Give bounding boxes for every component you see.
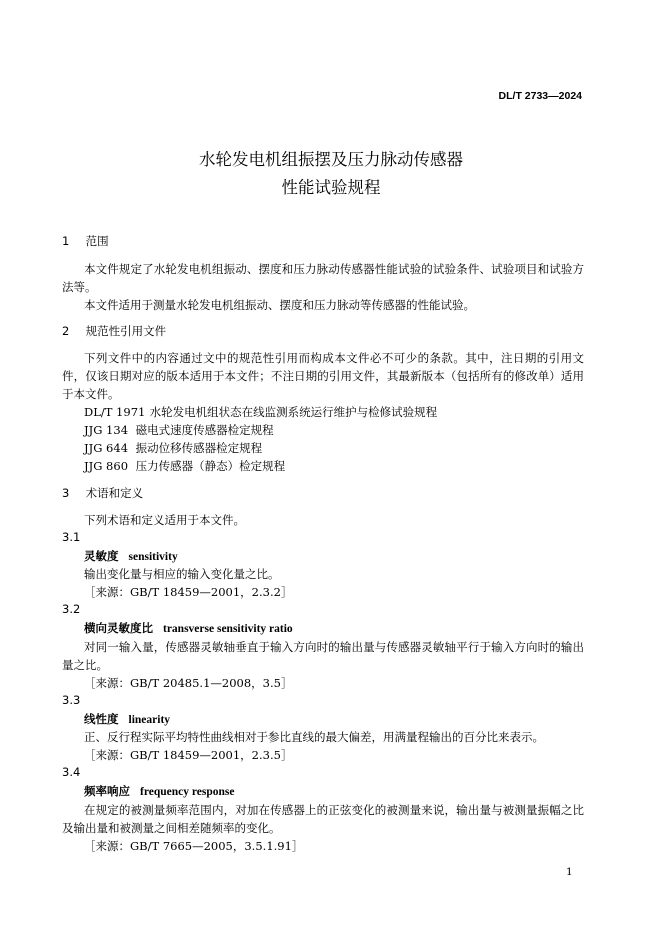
term-english: sensitivity — [128, 551, 178, 563]
term-english: transverse sensitivity ratio — [163, 623, 293, 635]
term-english: frequency response — [140, 786, 235, 798]
term-chinese: 频率响应 — [84, 784, 130, 798]
reference-item — [84, 440, 262, 456]
section-title: 规范性引用文件 — [85, 324, 167, 338]
term-number: 3.2 — [62, 602, 81, 616]
term-source: ［来源：GB/T 18459—2001，2.3.5］ — [84, 748, 293, 762]
term-heading — [84, 711, 170, 727]
reference-code: JJG 644 — [84, 441, 129, 455]
section-title: 范围 — [85, 234, 109, 248]
reference-title: 压力传感器（静态）检定规程 — [135, 459, 286, 473]
term-number: 3.3 — [62, 693, 81, 707]
term-number: 3.4 — [62, 765, 81, 779]
term-source: ［来源：GB/T 7665—2005，3.5.1.91］ — [84, 839, 304, 853]
reference-code: JJG 860 — [84, 459, 129, 473]
document-title-line2: 性能试验规程 — [281, 178, 381, 197]
reference-item — [84, 458, 285, 474]
section-number: 3 — [62, 486, 70, 500]
term-definition: 输出变化量与相应的输入变化量之比。 — [84, 567, 280, 581]
section-number: 2 — [62, 324, 70, 338]
term-chinese: 灵敏度 — [84, 549, 119, 563]
reference-item — [84, 404, 437, 420]
section-2-paragraph-1: 下列文件中的内容通过文中的规范性引用而构成本文件必不可少的条款。其中，注日期的引用文件，仅该日期对应的版本适用于本文件；不注日期的引用文件，其最新版本（包括所有的修改单）适用于本文件。 — [62, 351, 584, 401]
standard-code: DL/T 2733—2024 — [498, 90, 582, 102]
section-1-paragraph-2: 本文件适用于测量水轮发电机组振动、摆度和压力脉动等传感器的性能试验。 — [84, 298, 475, 312]
term-heading — [84, 548, 178, 564]
reference-code: DL/T 1971 — [84, 405, 146, 419]
reference-title: 水轮发电机组状态在线监测系统运行维护与检修试验规程 — [149, 405, 438, 419]
term-number: 3.1 — [62, 530, 81, 544]
term-chinese: 线性度 — [84, 712, 119, 726]
section-title: 术语和定义 — [85, 486, 144, 500]
term-chinese: 横向灵敏度比 — [84, 621, 153, 635]
term-heading — [84, 783, 234, 799]
term-source: ［来源：GB/T 18459—2001，2.3.2］ — [84, 585, 293, 599]
term-definition: 在规定的被测量频率范围内，对加在传感器上的正弦变化的被测量来说，输出量与被测量振幅之比及输出量和被测量之间相差随频率的变化。 — [62, 803, 584, 835]
section-1-paragraph-1: 本文件规定了水轮发电机组振动、摆度和压力脉动传感器性能试验的试验条件、试验项目和试验方法等。 — [62, 262, 584, 294]
section-3-heading — [62, 485, 143, 501]
section-3-intro: 下列术语和定义适用于本文件。 — [84, 513, 245, 527]
term-english: linearity — [128, 714, 171, 726]
section-1-heading — [62, 233, 109, 249]
reference-title: 磁电式速度传感器检定规程 — [135, 423, 274, 437]
term-definition: 对同一输入量，传感器灵敏轴垂直于输入方向时的输出量与传感器灵敏轴平行于输入方向时的输出量之比。 — [62, 640, 584, 672]
reference-title: 振动位移传感器检定规程 — [135, 441, 263, 455]
page-number: 1 — [566, 866, 573, 878]
section-2-heading — [62, 323, 166, 339]
term-definition: 正、反行程实际平均特性曲线相对于参比直线的最大偏差，用满量程输出的百分比来表示。 — [84, 730, 544, 744]
term-heading — [84, 620, 293, 636]
reference-code: JJG 134 — [84, 423, 129, 437]
section-number: 1 — [62, 234, 70, 248]
term-source: ［来源：GB/T 20485.1—2008，3.5］ — [84, 676, 293, 690]
document-title-line1: 水轮发电机组振摆及压力脉动传感器 — [199, 150, 463, 169]
reference-item — [84, 422, 274, 438]
